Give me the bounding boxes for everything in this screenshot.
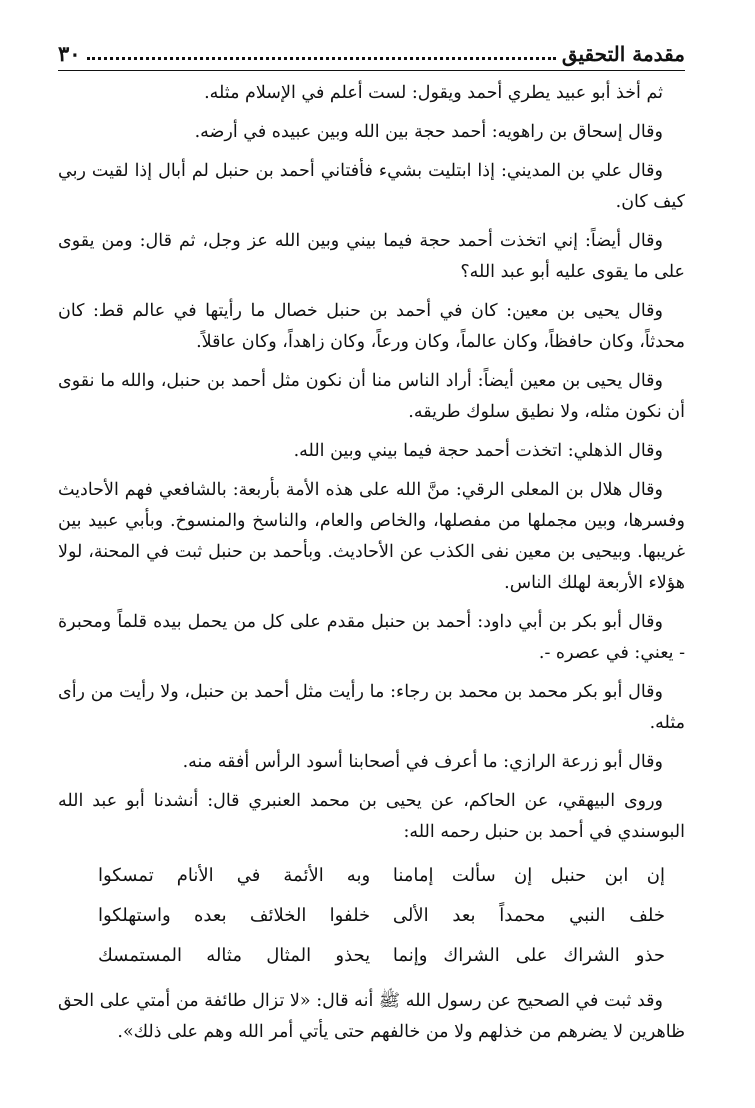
paragraph: وقال أيضاً: إني اتخذت أحمد حجة فيما بيني وبين الله عز وجل، ثم قال: ومن يقوى على ما يقوى عليه أبو عبد الله؟ <box>58 231 685 282</box>
verse-second-hemistich: يحذو المثال مثاله المستمسك <box>98 945 371 966</box>
paragraph: وقال إسحاق بن راهويه: أحمد حجة بين الله وبين عبيده في أرضه. <box>194 122 663 142</box>
poem-verse <box>98 856 665 896</box>
paragraph: وقال أبو بكر محمد بن محمد بن رجاء: ما رأيت مثل أحمد بن حنبل، ولا رأيت من رأى مثله. <box>58 682 685 733</box>
paragraph: وقال يحيى بن معين أيضاً: أراد الناس منا أن نكون مثل أحمد بن حنبل، والله ما نقوى أن نكون مثله، ولا نطيق سلوك طريقه. <box>58 371 685 422</box>
verse-first-hemistich: خلف النبي محمداً بعد الألى <box>392 905 665 926</box>
poem-verse <box>98 936 665 976</box>
paragraph: وروى البيهقي، عن الحاكم، عن يحيى بن محمد العنبري قال: أنشدنا أبو عبد الله البوسندي في أحمد بن حنبل رحمه الله: <box>58 791 685 842</box>
verse-first-hemistich: إن ابن حنبل إن سألت إمامنا <box>392 865 665 886</box>
paragraph: وقال هلال بن المعلى الرقي: منَّ الله على هذه الأمة بأربعة: بالشافعي فهم الأحاديث وفسرها، وبين مجملها من مفصلها، والخاص والعام، والناسخ والمنسوخ. وبأبي عبيد بين غريبها. وبيحيى بن معين نفى الكذب عن الأحاديث. وبأحمد بن حنبل ثبت في المحنة، لولا هؤلاء الأربعة لهلك الناس. <box>58 480 685 593</box>
poem <box>58 856 685 976</box>
page-number: ٣٠ <box>58 41 81 66</box>
page-header <box>58 30 685 66</box>
header-rule <box>58 70 685 71</box>
paragraph: وقال الذهلي: اتخذت أحمد حجة فيما بيني وبين الله. <box>293 441 663 461</box>
paragraph: وقال علي بن المديني: إذا ابتليت بشيء فأفتاني أحمد بن حنبل لم أبال إذا لقيت ربي كيف كان. <box>58 161 685 212</box>
page-body <box>58 78 685 1056</box>
paragraph: وقال أبو بكر بن أبي داود: أحمد بن حنبل مقدم على كل من يحمل بيده قلماً ومحبرة - يعني: في عصره -. <box>58 612 685 663</box>
closing-paragraph: وقد ثبت في الصحيح عن رسول الله ﷺ أنه قال: «لا تزال طائفة من أمتي على الحق ظاهرين لا يضرهم من خذلهم ولا من خالفهم حتى يأتي أمر الله وهم على ذلك». <box>58 991 685 1042</box>
poem-verse <box>98 896 665 936</box>
paragraph: ثم أخذ أبو عبيد يطري أحمد ويقول: لست أعلم في الإسلام مثله. <box>204 83 663 103</box>
verse-second-hemistich: خلفوا الخلائف بعده واستهلكوا <box>98 905 371 926</box>
paragraph: وقال أبو زرعة الرازي: ما أعرف في أصحابنا أسود الرأس أفقه منه. <box>182 752 663 772</box>
running-title: مقدمة التحقيق <box>561 42 685 66</box>
verse-second-hemistich: وبه الأئمة في الأنام تمسكوا <box>98 865 371 886</box>
header-dot-leader <box>87 57 556 60</box>
paragraph: وقال يحيى بن معين: كان في أحمد بن حنبل خصال ما رأيتها في عالم قط: كان محدثاً، وكان حافظاً، وكان عالماً، وكان ورعاً، وكان زاهداً، وكان عاقلاً. <box>58 301 685 352</box>
verse-first-hemistich: حذو الشراك على الشراك وإنما <box>392 945 665 966</box>
